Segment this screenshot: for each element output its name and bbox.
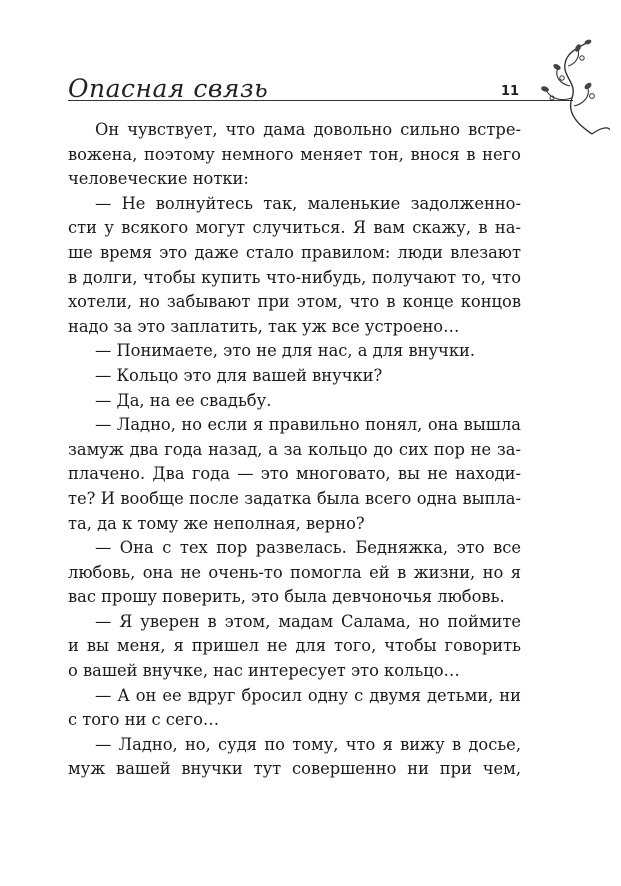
- text-line: — Не волнуйтесь так, маленькие задолженно-: [95, 193, 521, 213]
- text-line: плачено. Два года — это многовато, вы не находи-: [68, 464, 521, 484]
- text-line: сти у всякого могут случиться. Я вам скажу, в на-: [68, 218, 521, 238]
- text-line: — Кольцо это для вашей внучки?: [95, 365, 383, 385]
- body-text: [68, 118, 521, 782]
- floral-vine-ornament-icon: [530, 36, 610, 136]
- text-line: та, да к тому же неполная, верно?: [68, 513, 365, 533]
- text-line: — Она с тех пор развелась. Бедняжка, это все: [95, 538, 521, 558]
- text-line: вожена, поэтому немного меняет тон, внося в него: [68, 144, 521, 164]
- text-line: — Понимаете, это не для нас, а для внучки.: [95, 341, 476, 361]
- text-line: — А он ее вдруг бросил одну с двумя детьми, ни: [95, 685, 521, 705]
- text-line: с того ни с сего…: [68, 710, 220, 730]
- text-line: ше время это даже стало правилом: люди влезают: [68, 242, 521, 262]
- text-line: муж вашей внучки тут совершенно ни при чем,: [68, 759, 521, 779]
- text-line: человеческие нотки:: [68, 169, 249, 189]
- text-line: надо за это заплатить, так уж все устроено…: [68, 316, 460, 336]
- text-line: и вы меня, я пришел не для того, чтобы говорить: [68, 636, 521, 656]
- header-rule: [68, 100, 573, 101]
- text-line: хотели, но забывают при этом, что в конце концов: [68, 292, 521, 312]
- text-line: — Да, на ее свадьбу.: [95, 390, 272, 410]
- running-title: Опасная связь: [68, 74, 269, 103]
- text-line: — Ладно, но если я правильно понял, она вышла: [95, 415, 521, 435]
- text-line: те? И вообще после задатка была всего одна выпла-: [68, 488, 521, 508]
- text-line: в долги, чтобы купить что-нибудь, получают то, что: [68, 267, 521, 287]
- text-line: — Я уверен в этом, мадам Салама, но поймите: [95, 611, 521, 631]
- text-line: Он чувствует, что дама довольно сильно встре-: [95, 120, 521, 139]
- page-number: 11: [501, 84, 520, 99]
- text-line: любовь, она не очень-то помогла ей в жизни, но я: [68, 562, 521, 582]
- text-line: — Ладно, но, судя по тому, что я вижу в досье,: [95, 734, 521, 754]
- text-line: о вашей внучке, нас интересует это кольцо…: [68, 661, 460, 681]
- text-line: замуж два года назад, а за кольцо до сих пор не за-: [68, 439, 521, 459]
- text-line: вас прошу поверить, это была девчоночья любовь.: [68, 587, 505, 607]
